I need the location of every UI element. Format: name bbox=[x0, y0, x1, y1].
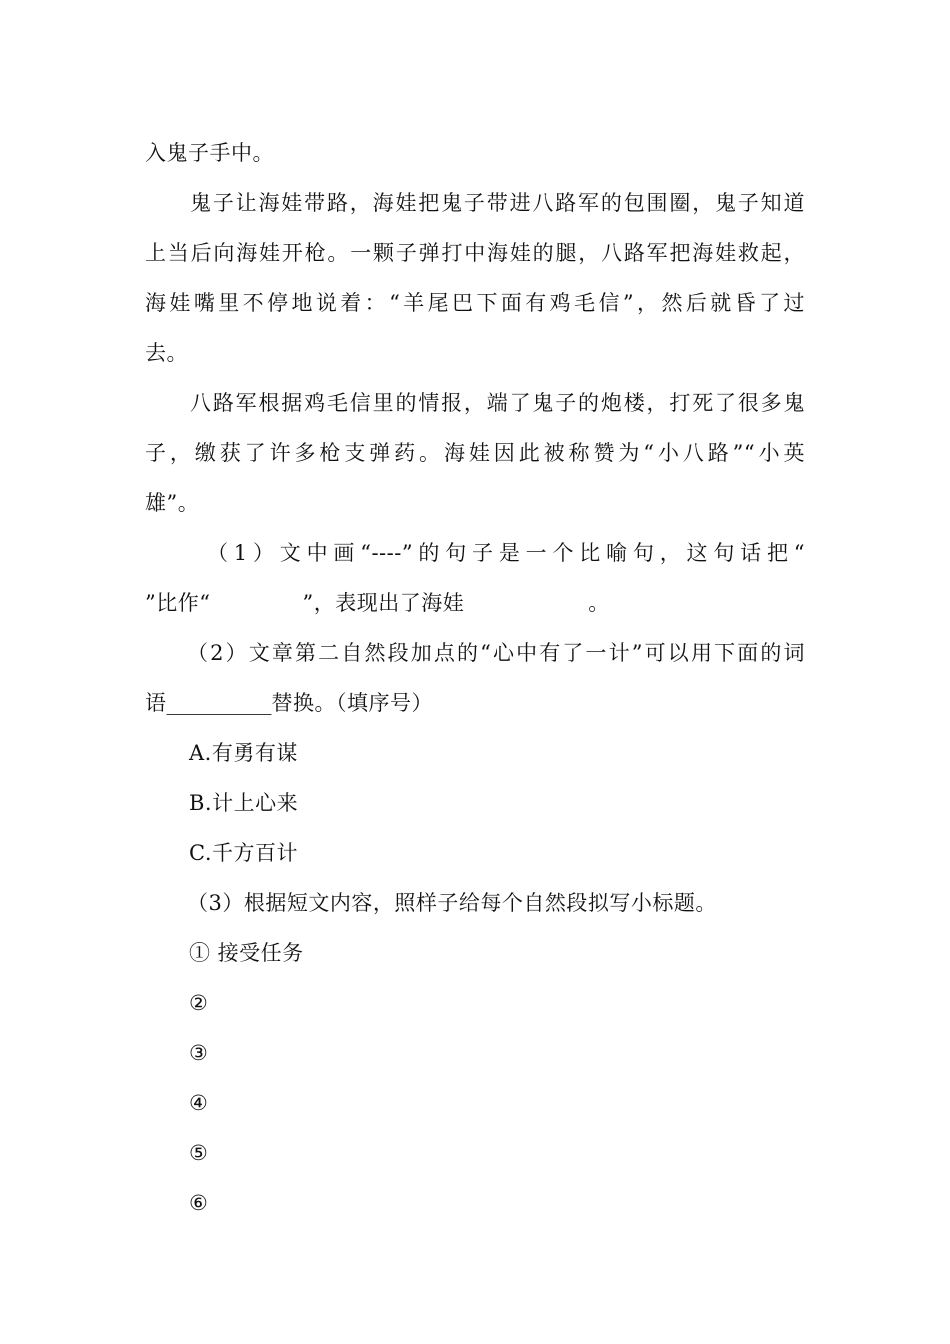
question-1-text-c: 。 bbox=[588, 591, 610, 615]
question-3-item-6[interactable]: ⑥ bbox=[189, 1191, 209, 1215]
passage-line-7: 子，缴获了许多枪支弹药。海娃因此被称赞为“小八路”“小英 bbox=[145, 441, 805, 465]
question-2-line-1: （2）文章第二自然段加点的“心中有了一计”可以用下面的词 bbox=[187, 641, 805, 665]
question-2-answer-blank[interactable]: __________ bbox=[166, 691, 272, 715]
passage-line-5: 去。 bbox=[145, 341, 188, 365]
question-3-item-3[interactable]: ③ bbox=[189, 1041, 209, 1065]
question-2-line-2 bbox=[145, 678, 805, 728]
question-1-text-a: ”比作“ bbox=[145, 591, 211, 615]
question-3-item-5[interactable]: ⑤ bbox=[189, 1141, 209, 1165]
question-1-line-1: （1）文中画“----”的句子是一个比喻句，这句话把“ bbox=[207, 541, 805, 565]
document-page bbox=[145, 128, 805, 1228]
question-3-item-2[interactable]: ② bbox=[189, 991, 209, 1015]
question-2-option-c: C.千方百计 bbox=[189, 841, 298, 865]
question-2-option-a: A.有勇有谋 bbox=[189, 741, 298, 765]
passage-line-2: 鬼子让海娃带路，海娃把鬼子带进八路军的包围圈，鬼子知道 bbox=[190, 191, 805, 215]
question-2-option-b: B.计上心来 bbox=[189, 791, 299, 815]
passage-line-3: 上当后向海娃开枪。一颗子弹打中海娃的腿，八路军把海娃救起， bbox=[145, 241, 805, 265]
question-3-item-4[interactable]: ④ bbox=[189, 1091, 209, 1115]
passage-line-4: 海娃嘴里不停地说着：“羊尾巴下面有鸡毛信”，然后就昏了过 bbox=[145, 291, 805, 315]
question-2-text-b: 替换。（填序号） bbox=[271, 691, 433, 715]
question-3-item-1: ① 接受任务 bbox=[189, 941, 304, 965]
passage-line-6: 八路军根据鸡毛信里的情报，端了鬼子的炮楼，打死了很多鬼 bbox=[190, 391, 805, 415]
question-2-text-a: 语 bbox=[145, 691, 167, 715]
question-1-text-b: ”，表现出了海娃 bbox=[302, 591, 465, 615]
passage-line-8: 雄”。 bbox=[145, 491, 200, 515]
question-1-line-2 bbox=[145, 578, 805, 628]
passage-line-1: 入鬼子手中。 bbox=[145, 141, 274, 165]
question-3-prompt: （3）根据短文内容，照样子给每个自然段拟写小标题。 bbox=[187, 891, 717, 915]
